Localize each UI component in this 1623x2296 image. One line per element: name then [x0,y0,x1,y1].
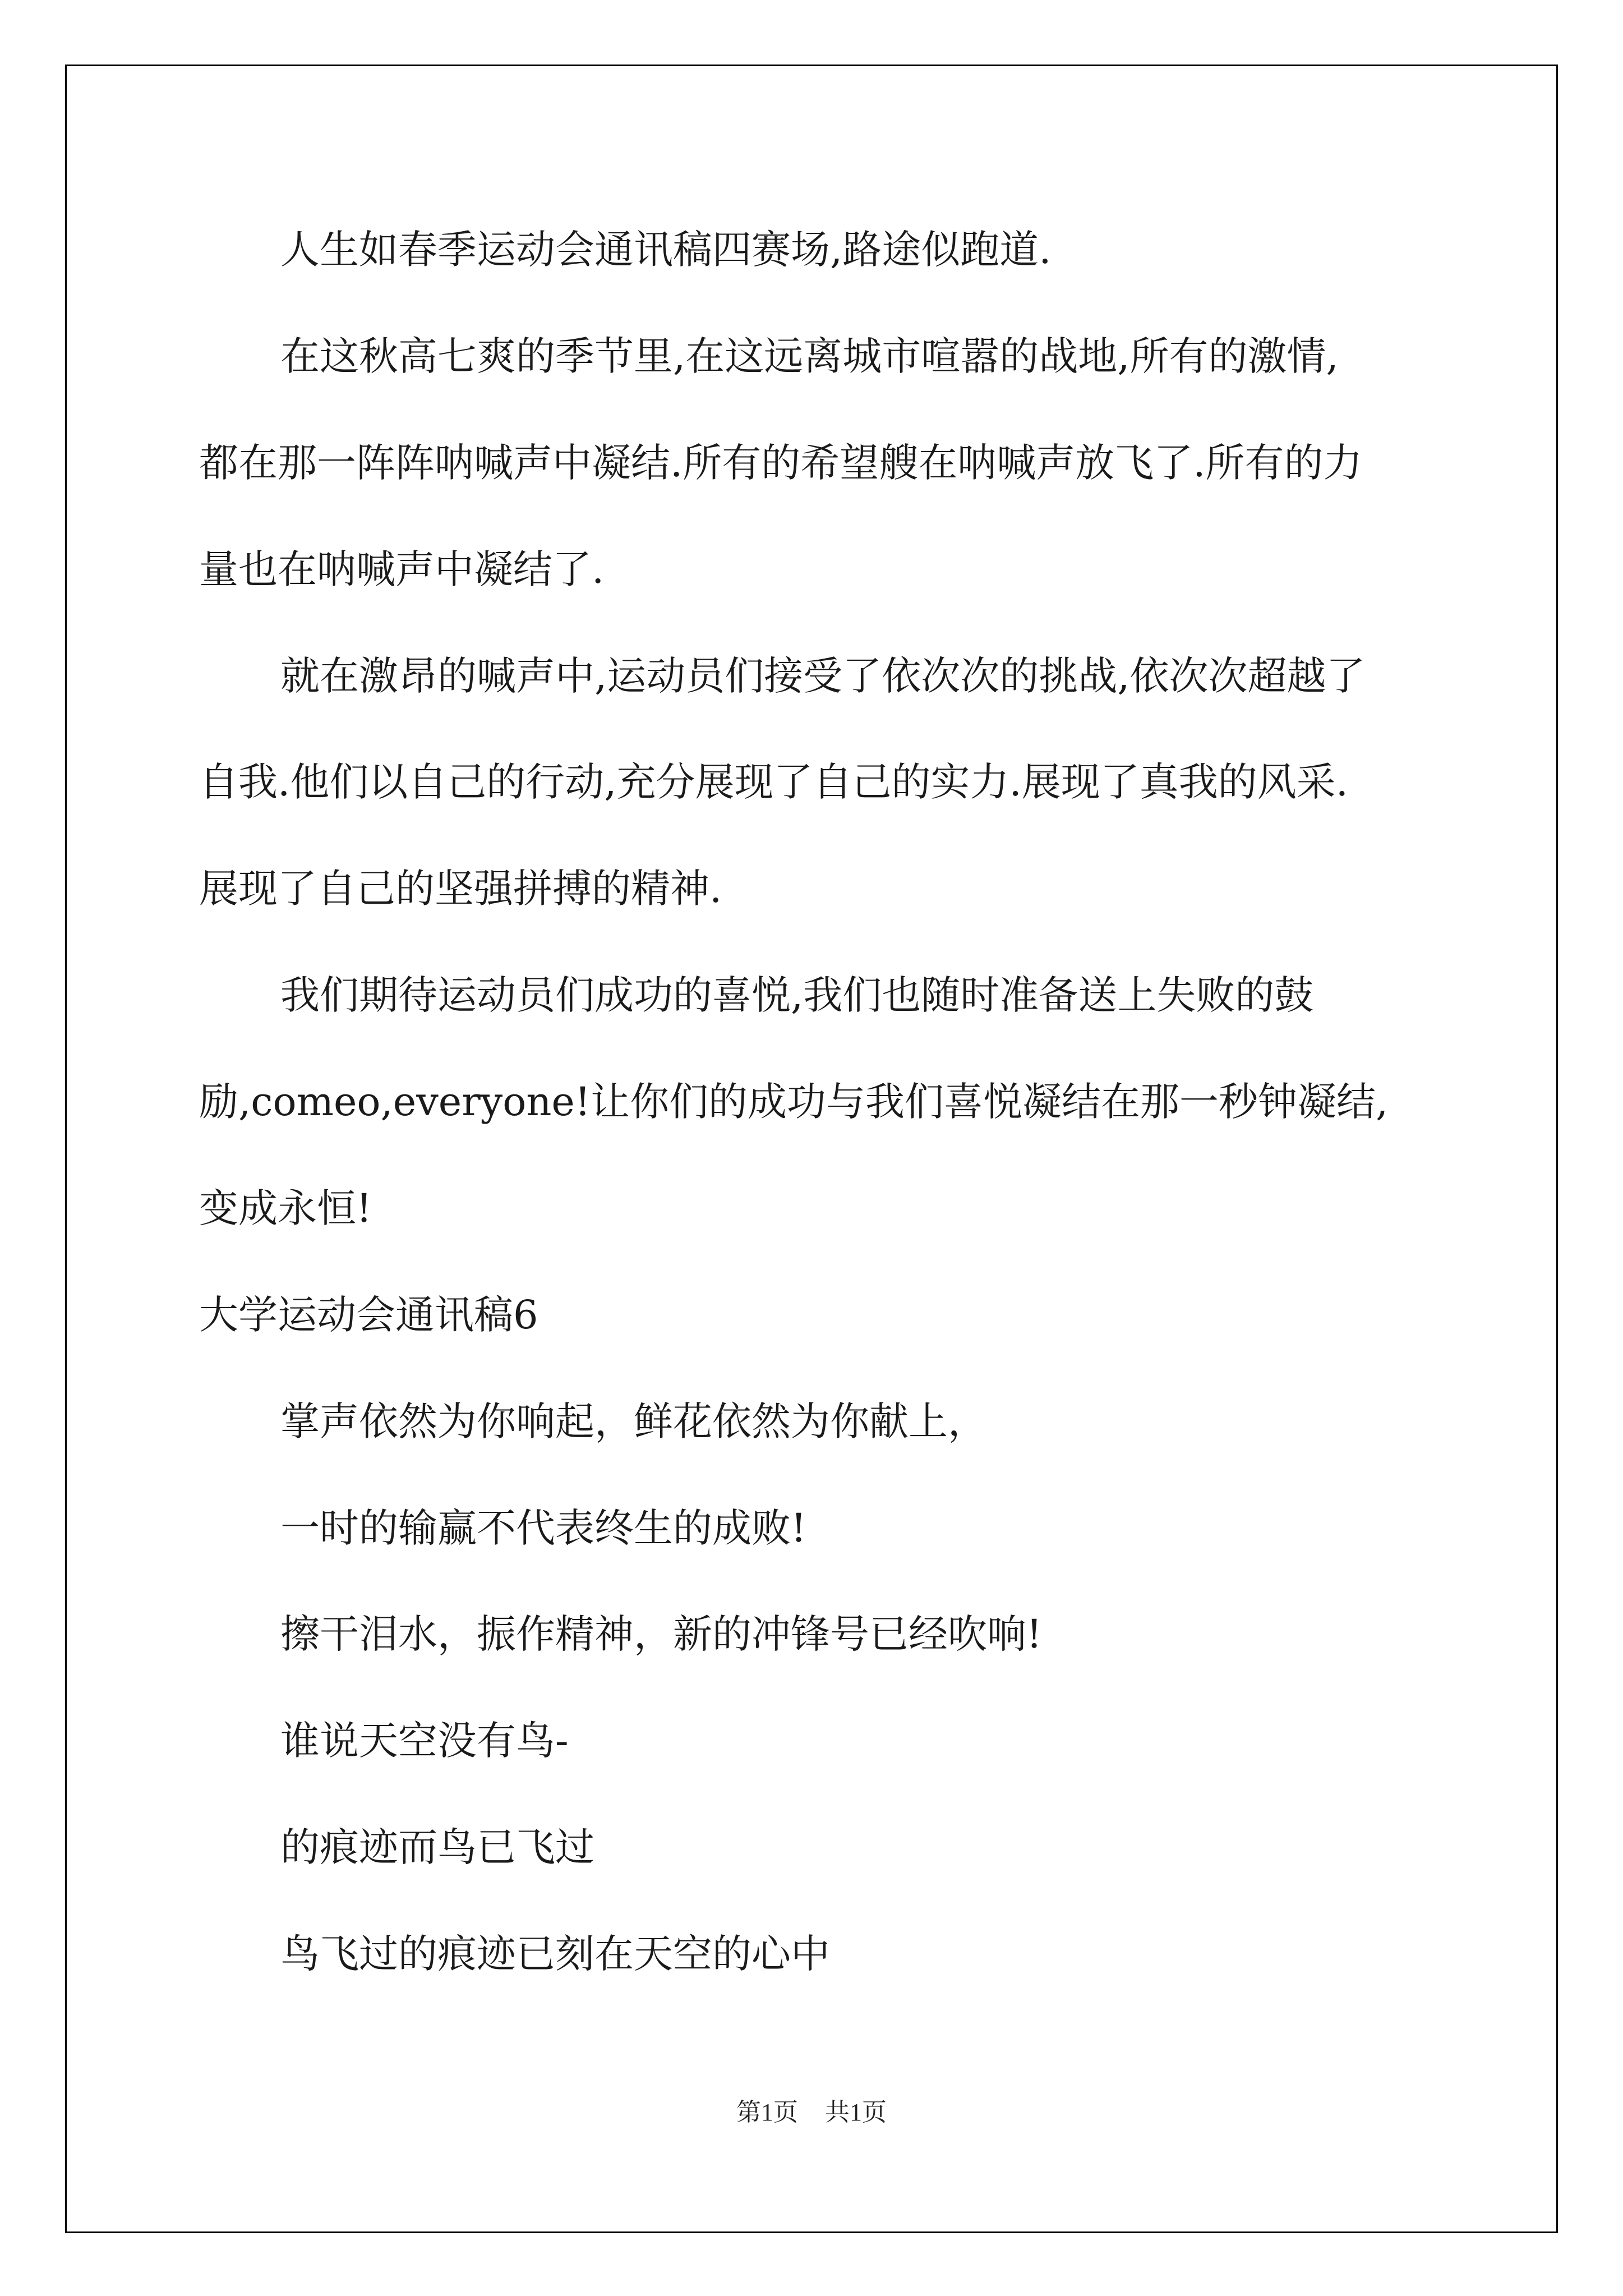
text-line: 变成永恒! [199,1185,372,1231]
text-line: 都在那一阵阵呐喊声中凝结.所有的希望艘在呐喊声放飞了.所有的力 [199,440,1363,486]
text-line: 就在激昂的喊声中,运动员们接受了依次次的挑战,依次次超越了 [280,653,1366,699]
page-border [65,65,1558,2233]
text-line: 谁说天空没有鸟- [280,1718,569,1764]
text-line: 的痕迹而鸟已飞过 [280,1824,594,1870]
text-line: 我们期待运动员们成功的喜悦,我们也随时准备送上失败的鼓 [280,972,1314,1018]
text-line: 鸟飞过的痕迹已刻在天空的心中 [280,1931,830,1977]
text-line: 量也在呐喊声中凝结了. [199,546,605,592]
text-line: 在这秋高七爽的季节里,在这远离城市喧嚣的战地,所有的激情, [280,333,1339,379]
text-line: 励,comeo,everyone!让你们的成功与我们喜悦凝结在那一秒钟凝结, [199,1079,1389,1125]
text-line: 擦干泪水，振作精神，新的冲锋号已经吹响! [280,1611,1043,1657]
section-heading: 大学运动会通讯稿6 [199,1292,538,1338]
text-line: 人生如春季运动会通讯稿四赛场,路途似跑道. [280,227,1052,273]
text-line: 展现了自己的坚强拼搏的精神. [199,866,722,912]
page-footer [0,2096,1623,2129]
text-line: 一时的输赢不代表终生的成败! [280,1505,807,1551]
text-line: 自我.他们以自己的行动,充分展现了自己的实力.展现了真我的风采. [199,759,1349,805]
text-line: 掌声依然为你响起，鲜花依然为你献上， [280,1398,987,1444]
page-total: 共1页 [825,2099,887,2126]
page-number: 第1页 [736,2099,798,2126]
